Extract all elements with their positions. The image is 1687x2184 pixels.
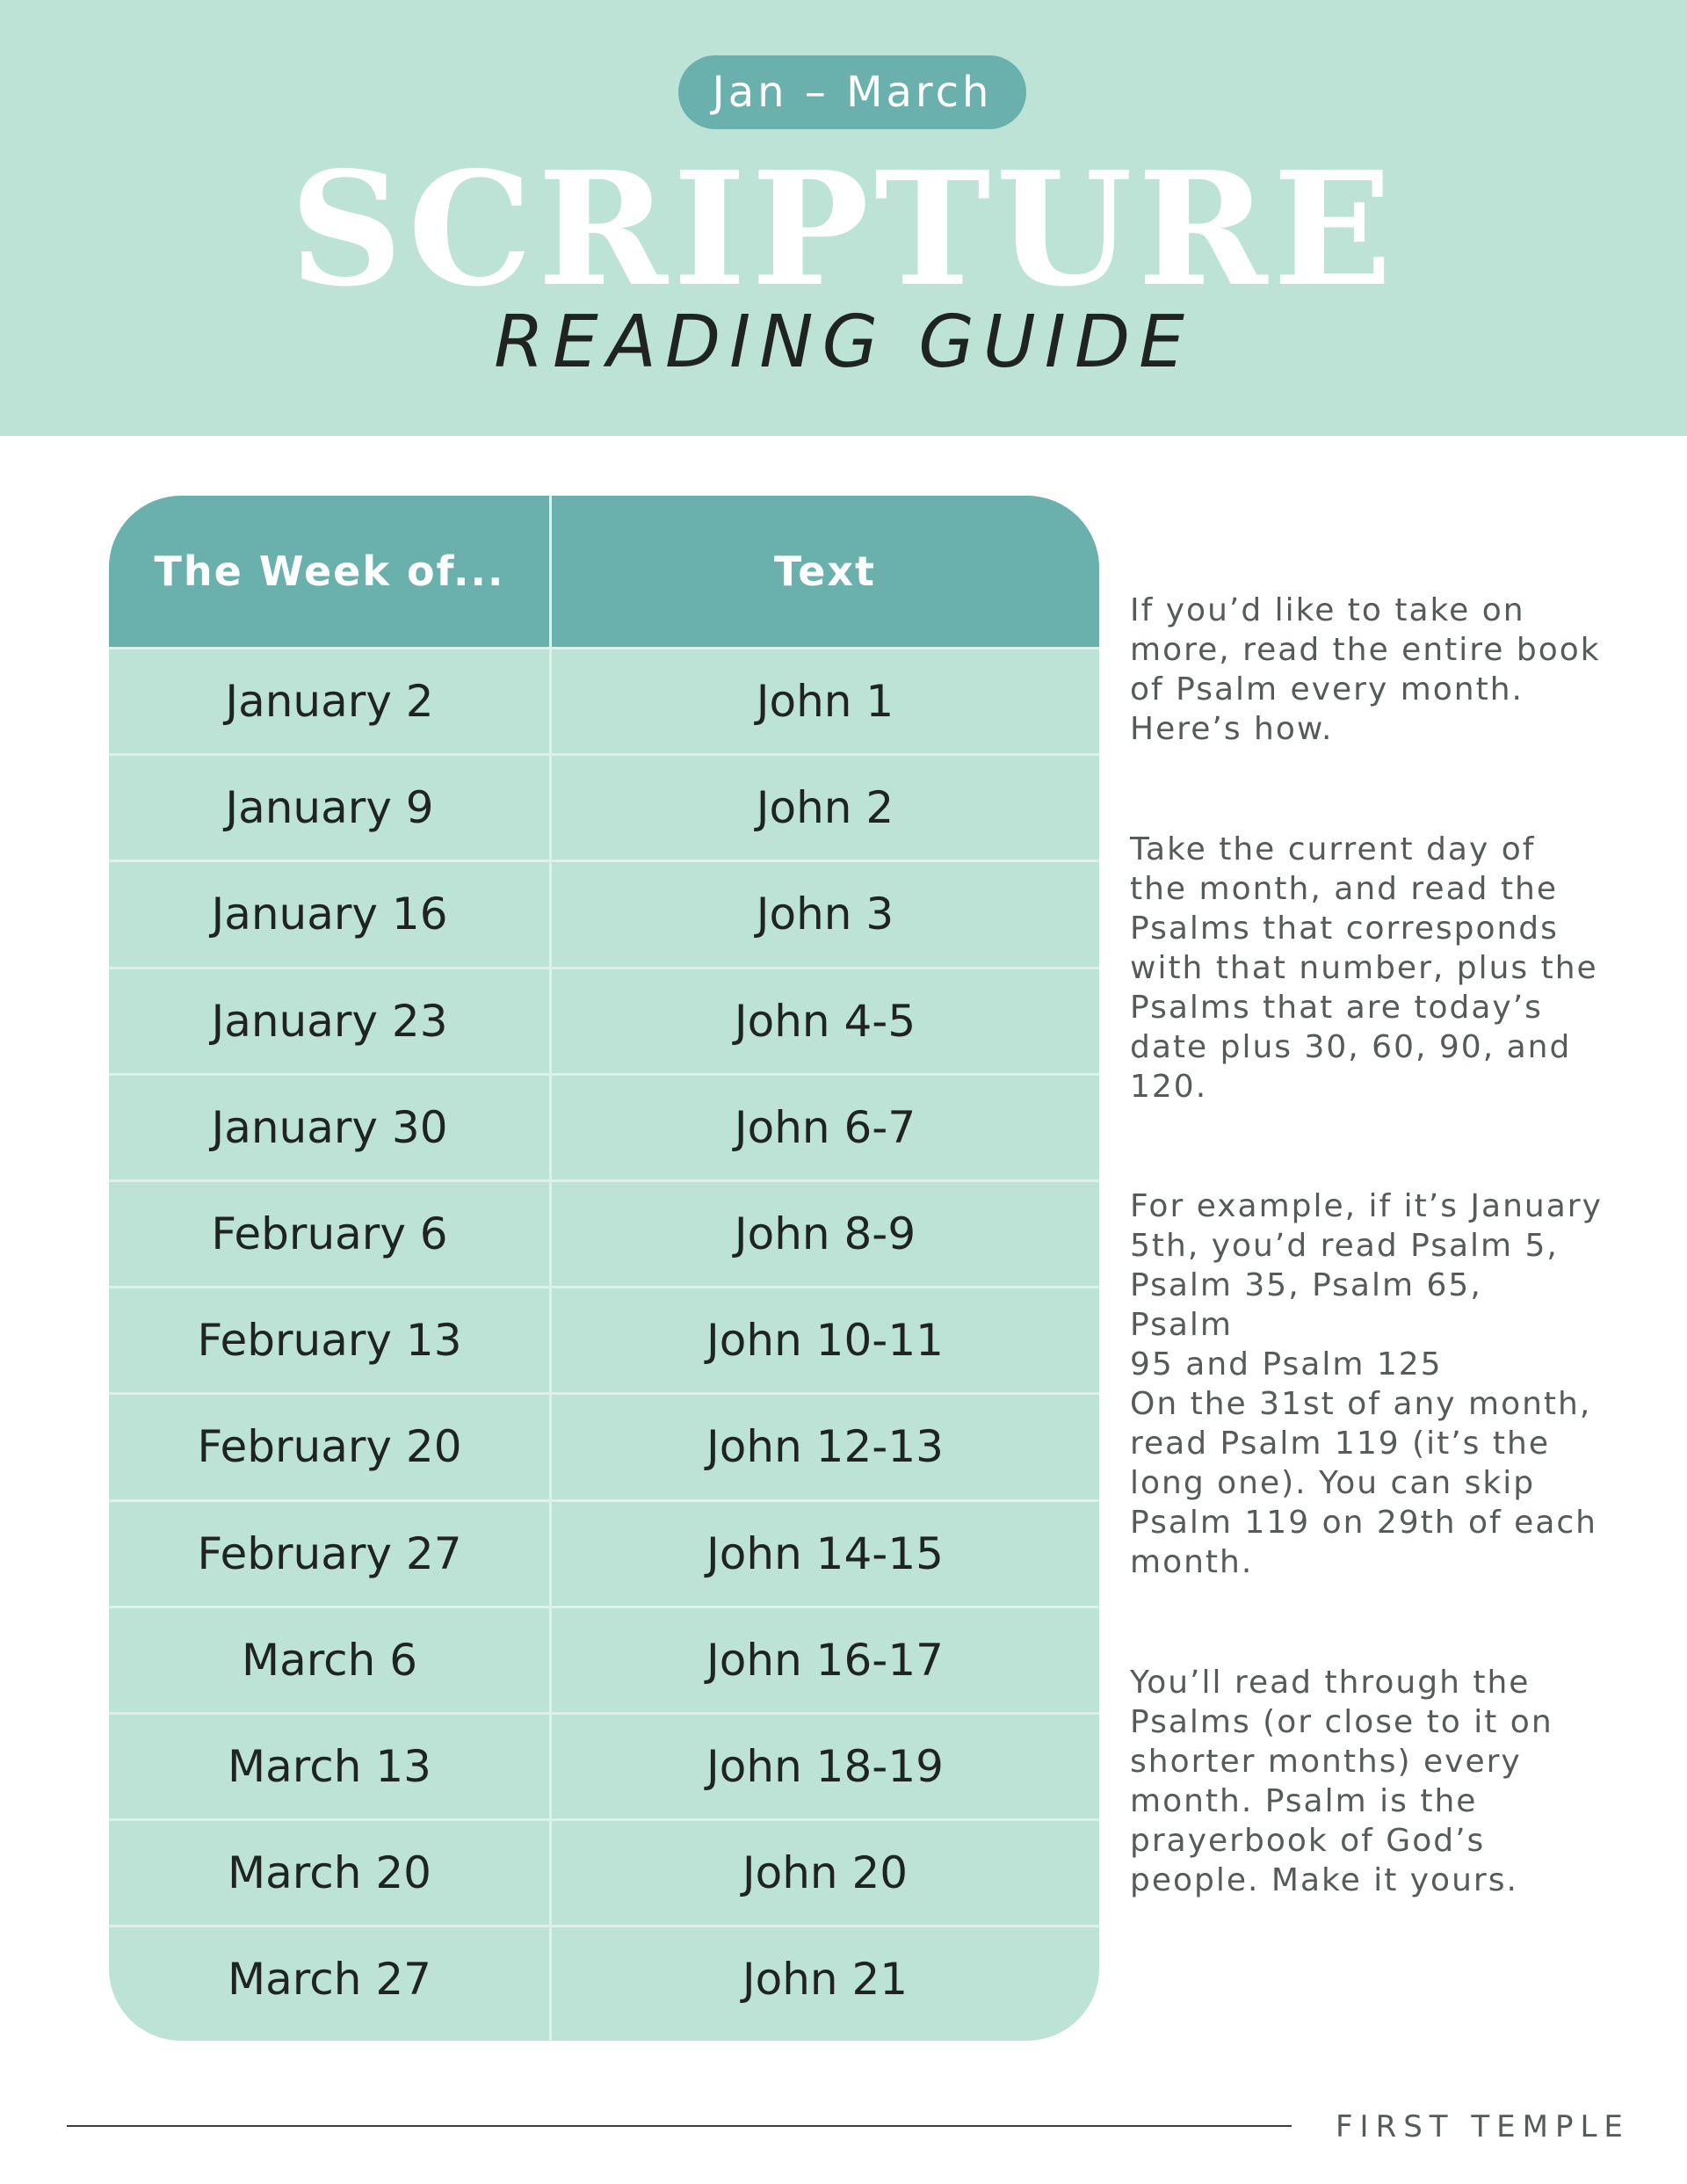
note-line: Psalms (or close to it on (1130, 1704, 1553, 1740)
text-cell: John 2 (756, 782, 894, 834)
note-line: date plus 30, 60, 90, and (1130, 1029, 1572, 1065)
table-row (109, 1073, 1099, 1179)
note-line: the month, and read the (1130, 871, 1559, 907)
table-row (109, 753, 1099, 860)
note-line: Psalm 35, Psalm 65, (1130, 1267, 1482, 1303)
note-line: Psalm (1130, 1307, 1233, 1343)
note-method (1130, 830, 1598, 1107)
text-cell: John 6-7 (734, 1101, 916, 1153)
note-line: Take the current day of (1130, 831, 1536, 867)
page-subtitle: READING GUIDE (494, 301, 1193, 384)
note-line: You’ll read through the (1130, 1665, 1531, 1701)
note-line: read Psalm 119 (it’s the (1130, 1426, 1550, 1462)
text-cell: John 4-5 (734, 995, 916, 1047)
page-title: SCRIPTURE (289, 137, 1398, 321)
table-row (109, 1712, 1099, 1818)
week-cell: February 20 (197, 1421, 462, 1473)
week-cell: January 30 (211, 1101, 448, 1153)
footer-brand: FIRST TEMPLE (1336, 2109, 1630, 2144)
note-line: with that number, plus the (1130, 950, 1598, 986)
table-row (109, 647, 1099, 753)
week-cell: March 20 (228, 1847, 431, 1899)
note-line: of Psalm every month. (1130, 671, 1524, 707)
text-cell: John 1 (756, 676, 894, 727)
text-cell: John 21 (742, 1954, 909, 2006)
note-line: For example, if it’s January (1130, 1188, 1603, 1224)
note-line: Psalms that corresponds (1130, 911, 1559, 947)
note-line: month. (1130, 1544, 1254, 1580)
text-cell: John 16-17 (706, 1634, 944, 1686)
week-cell: March 6 (241, 1634, 418, 1686)
table-row (109, 1392, 1099, 1498)
column-header-text: Text (773, 548, 877, 595)
note-line: Here’s how. (1130, 711, 1334, 747)
table-body (109, 647, 1099, 2031)
week-cell: March 27 (228, 1954, 431, 2006)
header-band (0, 0, 1687, 436)
table-row (109, 967, 1099, 1073)
week-cell: January 16 (211, 889, 448, 940)
week-cell: January 23 (211, 995, 448, 1047)
note-line: people. Make it yours. (1130, 1862, 1518, 1898)
note-closing (1130, 1663, 1553, 1900)
date-range-badge: Jan – March (678, 55, 1026, 129)
note-line: long one). You can skip (1130, 1465, 1536, 1501)
week-cell: February 13 (197, 1315, 462, 1367)
week-cell: February 27 (197, 1527, 462, 1579)
reading-schedule-table (109, 496, 1099, 2041)
table-row (109, 860, 1099, 966)
table-row (109, 1499, 1099, 1606)
table-row (109, 1818, 1099, 1925)
table-row (109, 1606, 1099, 1712)
note-example (1130, 1186, 1603, 1582)
note-line: Psalms that are today’s (1130, 990, 1543, 1026)
note-line: 5th, you’d read Psalm 5, (1130, 1228, 1559, 1264)
note-line: Psalm 119 on 29th of each (1130, 1505, 1597, 1541)
week-cell: January 2 (225, 676, 434, 727)
note-line: month. Psalm is the (1130, 1783, 1478, 1819)
note-line: shorter months) every (1130, 1744, 1522, 1780)
text-cell: John 14-15 (706, 1527, 944, 1579)
text-cell: John 8-9 (734, 1208, 916, 1259)
text-cell: John 20 (742, 1847, 909, 1899)
week-cell: January 9 (225, 782, 434, 834)
note-line: If you’d like to take on (1130, 592, 1525, 628)
column-header-week: The Week of... (154, 548, 505, 595)
week-cell: February 6 (211, 1208, 448, 1259)
table-row (109, 1925, 1099, 2031)
text-cell: John 3 (756, 889, 894, 940)
table-row (109, 1286, 1099, 1392)
note-line: prayerbook of God’s (1130, 1823, 1486, 1859)
note-line: 95 and Psalm 125 (1130, 1346, 1443, 1382)
note-line: more, read the entire book (1130, 632, 1601, 668)
text-cell: John 10-11 (706, 1315, 944, 1367)
note-intro (1130, 591, 1601, 749)
note-line: On the 31st of any month, (1130, 1386, 1592, 1422)
week-cell: March 13 (228, 1740, 431, 1792)
footer-divider (67, 2125, 1292, 2127)
note-line: 120. (1130, 1069, 1208, 1105)
text-cell: John 18-19 (706, 1740, 944, 1792)
table-row (109, 1179, 1099, 1286)
text-cell: John 12-13 (706, 1421, 944, 1473)
table-header-row (109, 496, 1099, 647)
